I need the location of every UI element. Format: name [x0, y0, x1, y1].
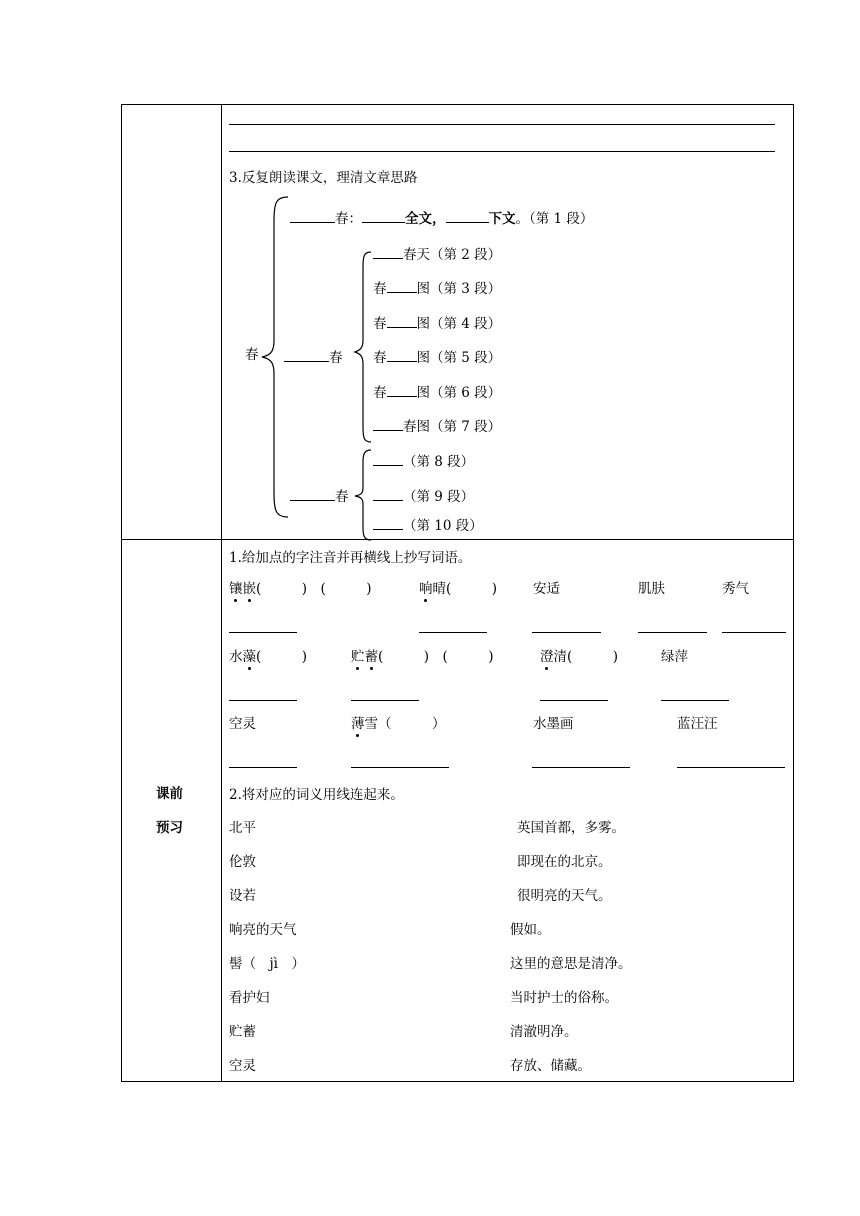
fill-blank[interactable] [387, 280, 417, 293]
match-left-item[interactable]: 响亮的天气 [229, 922, 297, 938]
emphasis-dot [248, 599, 251, 602]
answer-line[interactable] [229, 151, 775, 152]
pinyin-item: 镶嵌( ) ( ) [229, 581, 372, 597]
last-item-2: （第 9 段） [373, 488, 474, 505]
emphasis-dot [370, 667, 373, 670]
emphasis-dot [356, 667, 359, 670]
pinyin-item: 蓝汪汪 [677, 716, 718, 732]
outline-heading: 3.反复朗读课文，理清文章思路 [229, 170, 418, 186]
fill-blank[interactable] [387, 315, 417, 328]
match-right-item[interactable]: 当时护士的俗称。 [510, 990, 618, 1006]
fill-blank[interactable] [373, 488, 403, 501]
copy-line[interactable] [722, 632, 786, 633]
fill-blank[interactable] [446, 210, 489, 223]
fill-blank[interactable] [387, 349, 417, 362]
match-left-item[interactable]: 伦敦 [229, 854, 256, 870]
matching-heading: 2.将对应的词义用线连起来。 [229, 787, 404, 803]
emphasis-dot [234, 599, 237, 602]
copy-line[interactable] [638, 632, 707, 633]
mid-item-3: 春 图（第 4 段） [373, 316, 502, 332]
fill-blank[interactable] [290, 210, 335, 223]
copy-line[interactable] [661, 700, 729, 701]
mid-item-4: 春 图（第 5 段） [373, 350, 502, 366]
fill-blank[interactable] [373, 418, 403, 431]
copy-line[interactable] [351, 700, 419, 701]
match-left-item[interactable]: 髻（ jì ） [229, 956, 306, 972]
last-item-3: （第 10 段） [373, 517, 483, 534]
last-brace [353, 448, 373, 548]
emphasis-dot [356, 734, 359, 737]
mid-item-6: 春图（第 7 段） [373, 418, 501, 435]
last-item-1: （第 8 段） [373, 453, 474, 470]
pinyin-item: 安适 [533, 581, 560, 597]
match-right-item[interactable]: 英国首都，多雾。 [517, 820, 625, 836]
copy-line[interactable] [229, 700, 297, 701]
copy-line[interactable] [532, 632, 601, 633]
match-left-item[interactable]: 北平 [229, 820, 256, 836]
match-right-item[interactable]: 假如。 [510, 922, 551, 938]
match-left-item[interactable]: 贮蓄 [229, 1024, 256, 1040]
fill-blank[interactable] [373, 246, 403, 259]
copy-line[interactable] [532, 767, 630, 768]
pinyin-item: 薄雪（ ） [351, 716, 446, 732]
match-right-item[interactable]: 清澈明净。 [510, 1024, 578, 1040]
pinyin-item: 水墨画 [533, 716, 574, 732]
emphasis-dot [248, 667, 251, 670]
copy-line[interactable] [351, 767, 449, 768]
copy-line[interactable] [677, 767, 785, 768]
outline-root: 春 [245, 347, 259, 363]
side-label-line1: 课前 [156, 786, 183, 802]
match-right-item[interactable]: 很明亮的天气。 [517, 888, 612, 904]
mid-item-5: 春 图（第 6 段） [373, 385, 502, 401]
match-left-item[interactable]: 设若 [229, 888, 256, 904]
match-right-item[interactable]: 存放、储藏。 [510, 1058, 591, 1074]
fill-blank[interactable] [373, 517, 403, 530]
answer-line[interactable] [229, 124, 775, 125]
match-left-item[interactable]: 空灵 [229, 1058, 256, 1074]
side-label-line2: 预习 [156, 820, 183, 836]
fill-blank[interactable] [290, 488, 335, 501]
pinyin-item: 肌肤 [638, 581, 665, 597]
outline-mid-row: 春 [284, 349, 343, 366]
emphasis-dot [424, 599, 427, 602]
match-right-item[interactable]: 这里的意思是清净。 [510, 956, 632, 972]
fill-blank[interactable] [373, 453, 403, 466]
pinyin-item: 贮蓄( ) ( ) [351, 649, 494, 665]
pinyin-item: 秀气 [722, 581, 749, 597]
copy-line[interactable] [419, 632, 487, 633]
pinyin-item: 响晴( ) [419, 581, 498, 597]
pinyin-item: 水藻( ) [229, 649, 308, 665]
copy-line[interactable] [540, 700, 608, 701]
pinyin-item: 绿萍 [661, 649, 688, 665]
pinyin-item: 澄清( ) [540, 649, 619, 665]
match-left-item[interactable]: 看护妇 [229, 990, 270, 1006]
fill-blank[interactable] [284, 349, 329, 362]
fill-blank[interactable] [387, 384, 417, 397]
outline-intro-row: 春： 全文， 下文。（第 1 段） [290, 210, 593, 227]
mid-item-1: 春天（第 2 段） [373, 246, 501, 263]
pinyin-item: 空灵 [229, 716, 256, 732]
outline-last-row: 春 [290, 488, 349, 505]
mid-brace [353, 250, 373, 450]
copy-line[interactable] [229, 767, 297, 768]
copy-line[interactable] [229, 632, 297, 633]
fill-blank[interactable] [362, 210, 405, 223]
emphasis-dot [545, 667, 548, 670]
match-right-item[interactable]: 即现在的北京。 [517, 854, 612, 870]
pinyin-heading: 1.给加点的字注音并再横线上抄写词语。 [229, 550, 472, 566]
mid-item-2: 春 图（第 3 段） [373, 281, 502, 297]
